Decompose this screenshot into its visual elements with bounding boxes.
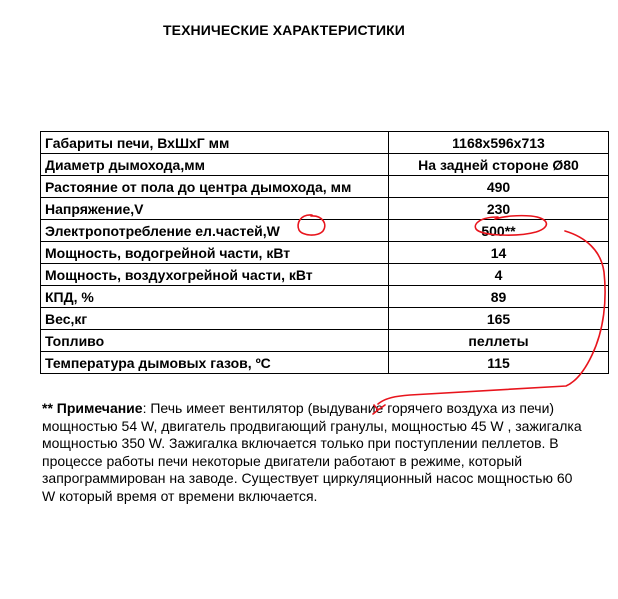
table-row <box>41 242 609 264</box>
note-block <box>42 400 587 506</box>
table-row <box>41 264 609 286</box>
table-row <box>41 132 609 154</box>
spec-label: КПД, % <box>41 286 389 308</box>
spec-label: Температура дымовых газов, ºC <box>41 352 389 374</box>
specs-table <box>40 131 609 374</box>
spec-value: 500** <box>389 220 609 242</box>
spec-value: 4 <box>389 264 609 286</box>
table-row <box>41 176 609 198</box>
table-row <box>41 330 609 352</box>
note-marker: ** <box>42 400 53 416</box>
spec-value: 165 <box>389 308 609 330</box>
table-row <box>41 198 609 220</box>
note-line-2: мощностью 54 W, двигатель продвигающий гранулы, мощностью 45 W , зажигалка мощностью 350 W. Зажигалка включается только при поступлении пеллетов. В процессе работы печи некоторые двигатели работают в режиме, который запрограммирован на заводе. Существует циркуляционный насос мощностью 60 W который время от времени включается. <box>42 417 582 504</box>
spec-label: Габариты печи, ВхШхГ мм <box>41 132 389 154</box>
table-row <box>41 154 609 176</box>
spec-label: Мощность, водогрейной части, кВт <box>41 242 389 264</box>
spec-label: Диаметр дымохода,мм <box>41 154 389 176</box>
spec-value: 1168x596x713 <box>389 132 609 154</box>
spec-value: 230 <box>389 198 609 220</box>
spec-label: Топливо <box>41 330 389 352</box>
spec-label: Мощность, воздухогрейной части, кВт <box>41 264 389 286</box>
spec-value: пеллеты <box>389 330 609 352</box>
table-row <box>41 352 609 374</box>
spec-value: 89 <box>389 286 609 308</box>
spec-value: 490 <box>389 176 609 198</box>
spec-value: 115 <box>389 352 609 374</box>
table-row <box>41 308 609 330</box>
note-line-1: : Печь имеет вентилятор (выдувание горячего воздуха из печи) <box>142 400 555 416</box>
table-row <box>41 286 609 308</box>
spec-label: Растояние от пола до центра дымохода, мм <box>41 176 389 198</box>
table-row <box>41 220 609 242</box>
spec-label: Вес,кг <box>41 308 389 330</box>
note-heading: Примечание <box>56 400 143 416</box>
spec-value: На задней стороне Ø80 <box>389 154 609 176</box>
spec-value: 14 <box>389 242 609 264</box>
spec-label: Напряжение,V <box>41 198 389 220</box>
document-title: ТЕХНИЧЕСКИЕ ХАРАКТЕРИСТИКИ <box>163 22 405 38</box>
spec-label: Электропотребление ел.частей,W <box>41 220 389 242</box>
